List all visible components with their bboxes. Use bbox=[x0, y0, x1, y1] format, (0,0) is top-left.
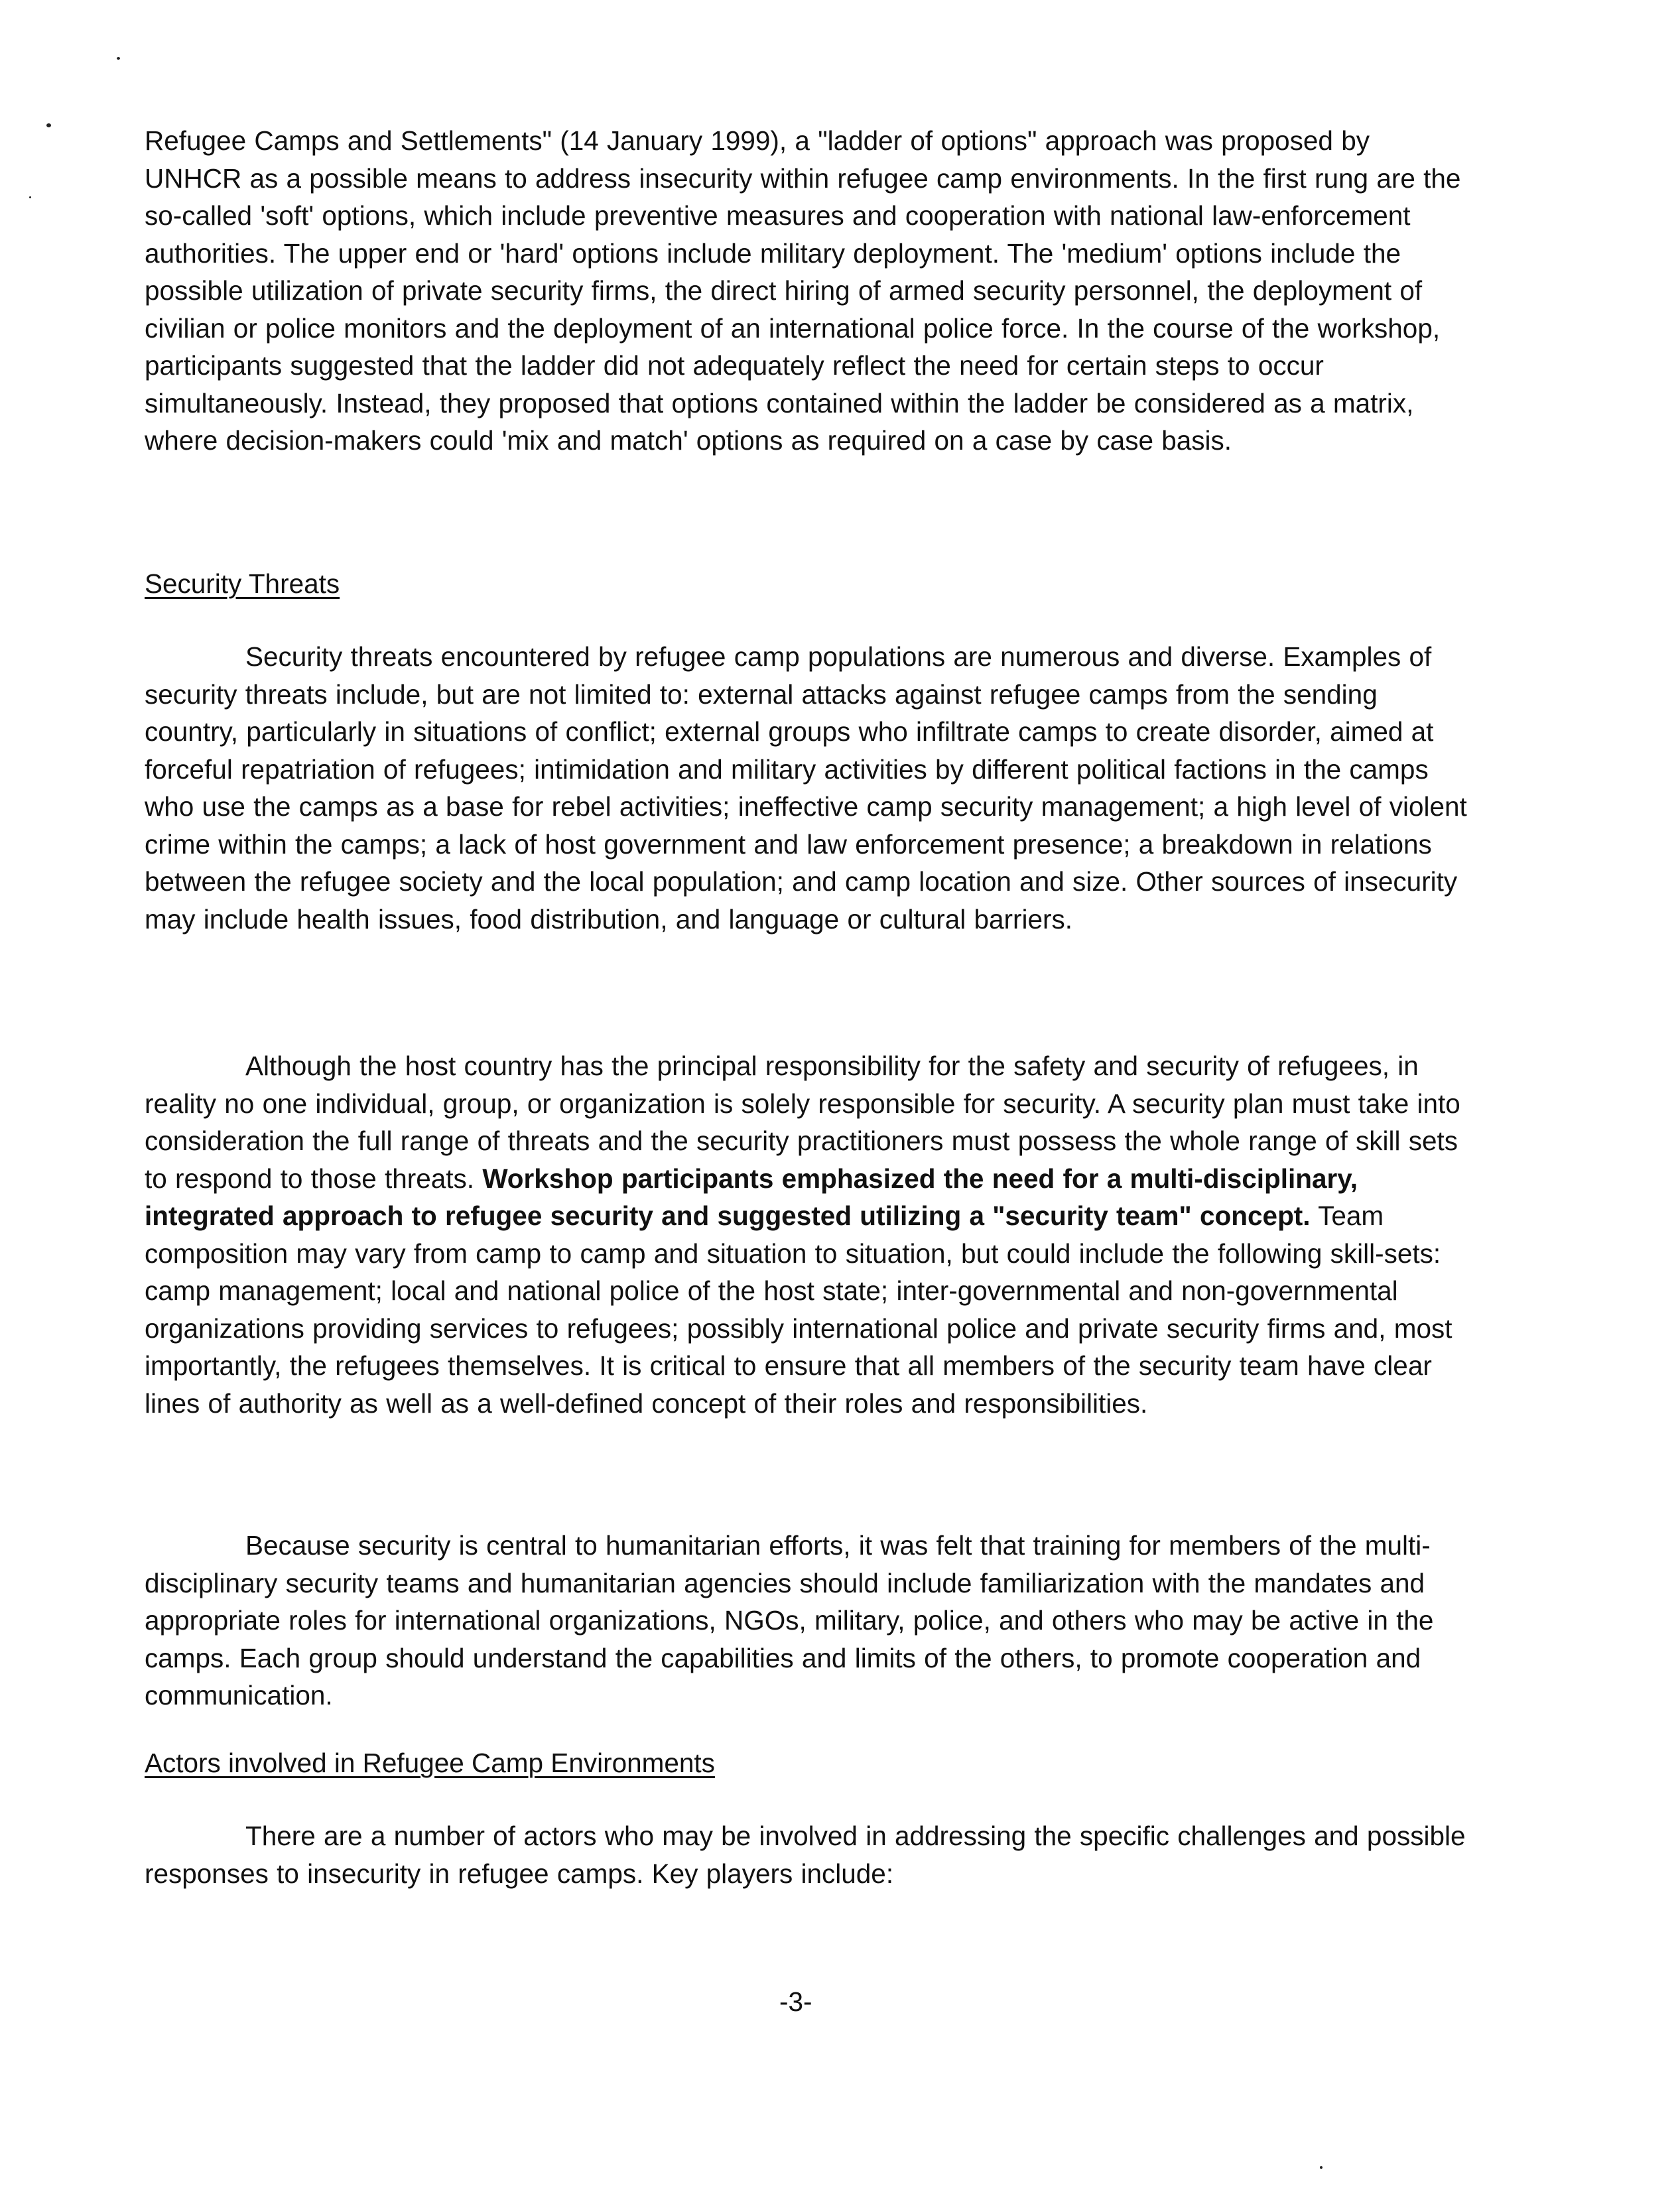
scan-speck bbox=[46, 123, 51, 127]
emphasized-recommendation: Workshop participants emphasized the need for a multi-disciplinary, integrated approach to refugee security and suggested utilizing a "security team" concept. bbox=[145, 1163, 1358, 1231]
scan-speck bbox=[29, 196, 31, 198]
paragraph-security-threats: Security threats encountered by refugee camp populations are numerous and diverse. Examples of security threats include, but are not limited to: external attacks against refugee camps from the sending country, particularly in situations of conflict; external groups who infiltrate camps to create disorder, aimed at forceful repatriation of refugees; intimidation and military activities by different political factions in the camps who use the camps as a base for rebel activities; ineffective camp security management; a high level of violent crime within the camps; a lack of host government and law enforcement presence; a breakdown in relations between the refugee society and the local population; and camp location and size. Other sources of insecurity may include health issues, food distribution, and language or cultural barriers. bbox=[145, 641, 1467, 935]
paragraph-text: Although the host country has the principal responsibility for the safety and security of refugees, in reality no one individual, group, or organization is solely responsible for security. A security plan must take into consideration the full range of threats and the security practitioners must possess the whole range of skill sets to respond to those threats. bbox=[145, 1051, 1460, 1194]
paragraph-key-players: There are a number of actors who may be involved in addressing the specific challenges and possible responses to insecurity in refugee camps. Key players include: bbox=[145, 1821, 1466, 1889]
paragraph-training: Because security is central to humanitarian efforts, it was felt that training for members of the multi-disciplinary security teams and humanitarian agencies should include familiarization with the mandates and appropriate roles for international organizations, NGOs, military, police, and others who may be active in the camps. Each group should understand the capabilities and limits of the others, to promote cooperation and communication. bbox=[145, 1530, 1434, 1710]
scan-speck bbox=[1320, 2166, 1323, 2169]
section-heading-actors: Actors involved in Refugee Camp Environments bbox=[145, 1748, 715, 1778]
scan-speck bbox=[117, 57, 120, 60]
page-number: -3- bbox=[779, 1986, 812, 2017]
paragraph-text: Team composition may vary from camp to camp and situation to situation, but could include the following skill-sets: camp management; local and national police of the host state; inter-governmental and non-governmental organizations providing services to refugees; possibly international police and private security firms and, most importantly, the refugees themselves. It is critical to ensure that all members of the security team have clear lines of authority as well as a well-defined concept of their roles and responsibilities. bbox=[145, 1200, 1453, 1419]
section-heading-security-threats: Security Threats bbox=[145, 568, 340, 599]
paragraph-host-country-responsibility bbox=[145, 1047, 1471, 1422]
paragraph-ladder-of-options: Refugee Camps and Settlements" (14 January 1999), a "ladder of options" approach was proposed by UNHCR as a possible means to address insecurity within refugee camp environments. In the first rung are the so-called 'soft' options, which include preventive measures and cooperation with national law-enforcement authorities. The upper end or 'hard' options include military deployment. The 'medium' options include the possible utilization of private security firms, the direct hiring of armed security personnel, the deployment of civilian or police monitors and the deployment of an international police force. In the course of the workshop, participants suggested that the ladder did not adequately reflect the need for certain steps to occur simultaneously. Instead, they proposed that options contained within the ladder be considered as a matrix, where decision-makers could 'mix and match' options as required on a case by case basis. bbox=[145, 125, 1461, 456]
